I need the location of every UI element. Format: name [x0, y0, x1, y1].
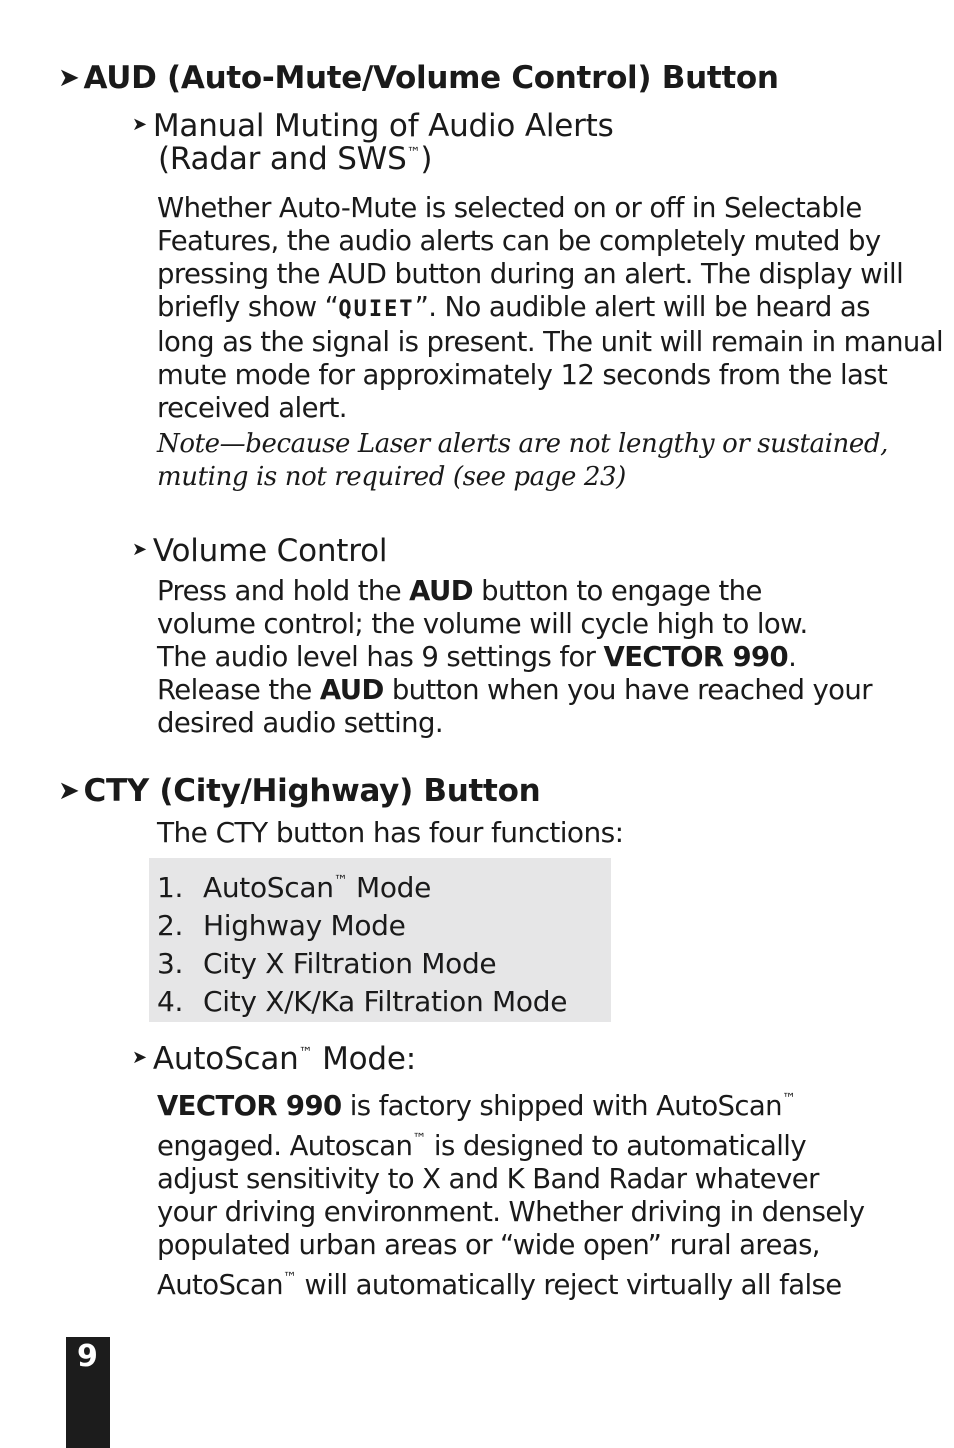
manual-muting-heading-line2: (Radar and SWS™): [158, 141, 433, 177]
cty-functions-box: [149, 858, 611, 1022]
list-item: 3. City X Filtration Mode: [157, 947, 497, 980]
paragraph-line: populated urban areas or “wide open” rural areas,: [157, 1229, 820, 1261]
autoscan-paragraph: [157, 1083, 864, 1302]
trademark-symbol: ™: [406, 145, 421, 161]
volume-control-paragraph: [157, 575, 872, 740]
cty-section-heading: [58, 773, 540, 809]
aud-section-heading: [58, 60, 779, 96]
cty-functions-list: [157, 862, 567, 1021]
trademark-symbol: ™: [282, 1270, 297, 1286]
manual-muting-heading: [132, 108, 614, 144]
trademark-symbol: ™: [298, 1045, 313, 1061]
trademark-symbol: ™: [333, 873, 348, 889]
trademark-symbol: ™: [782, 1091, 796, 1107]
paragraph-line: long as the signal is present. The unit will remain in manual: [157, 326, 944, 358]
paragraph-line: received alert.: [157, 392, 347, 424]
paragraph-line: volume control; the volume will cycle high to low.: [157, 608, 808, 640]
paragraph-line: Release the AUD button when you have reached your: [157, 674, 872, 706]
trademark-symbol: ™: [412, 1131, 426, 1147]
list-item: 1. AutoScan™ Mode: [157, 871, 432, 904]
paragraph-line: AutoScan™ will automatically reject virtually all false: [157, 1269, 842, 1301]
cty-intro: The CTY button has four functions:: [157, 816, 624, 849]
volume-control-heading-text: Volume Control: [152, 533, 388, 569]
arrow-bullet-icon: ➤: [132, 114, 147, 135]
paragraph-line: your driving environment. Whether driving in densely: [157, 1196, 865, 1228]
arrow-bullet-icon: ➤: [58, 776, 80, 806]
laser-note: [157, 428, 888, 494]
arrow-bullet-icon: ➤: [132, 539, 147, 560]
paragraph-line: The audio level has 9 settings for VECTOR 990.: [157, 641, 797, 673]
note-line: Note—because Laser alerts are not lengthy or sustained,: [157, 429, 888, 459]
volume-control-heading: [132, 533, 387, 569]
product-name: VECTOR 990: [603, 641, 789, 673]
paragraph-line: engaged. Autoscan™ is designed to automatically: [157, 1130, 806, 1162]
lcd-display-text: QUIET: [338, 297, 415, 322]
page-number: 9: [77, 1339, 98, 1374]
paragraph-line: briefly show “QUIET”. No audible alert will be heard as: [157, 291, 870, 323]
paragraph-line: desired audio setting.: [157, 707, 443, 739]
paragraph-line: Press and hold the AUD button to engage the: [157, 575, 762, 607]
paragraph-line: pressing the AUD button during an alert. The display will: [157, 258, 904, 290]
paragraph-line: adjust sensitivity to X and K Band Radar whatever: [157, 1163, 819, 1195]
paragraph-line: mute mode for approximately 12 seconds from the last: [157, 359, 888, 391]
arrow-bullet-icon: ➤: [58, 63, 80, 93]
list-item: 2. Highway Mode: [157, 909, 406, 942]
manual-muting-paragraph: [157, 192, 943, 425]
paragraph-line: Features, the audio alerts can be completely muted by: [157, 225, 881, 257]
note-line: muting is not required (see page 23): [157, 462, 626, 492]
autoscan-mode-heading: ➤ AutoScan™ Mode:: [132, 1041, 417, 1077]
arrow-bullet-icon: ➤: [132, 1047, 147, 1068]
paragraph-line: VECTOR 990 is factory shipped with AutoScan™: [157, 1090, 796, 1122]
paragraph-line: Whether Auto-Mute is selected on or off in Selectable: [157, 192, 862, 224]
cty-heading-text: CTY (City/Highway) Button: [83, 773, 541, 809]
aud-heading-text: AUD (Auto-Mute/Volume Control) Button: [83, 60, 779, 96]
list-item: 4. City X/K/Ka Filtration Mode: [157, 985, 568, 1018]
product-name: VECTOR 990: [157, 1090, 342, 1122]
page-number-tab: [66, 1337, 110, 1448]
manual-muting-heading-line1: Manual Muting of Audio Alerts: [152, 108, 614, 144]
